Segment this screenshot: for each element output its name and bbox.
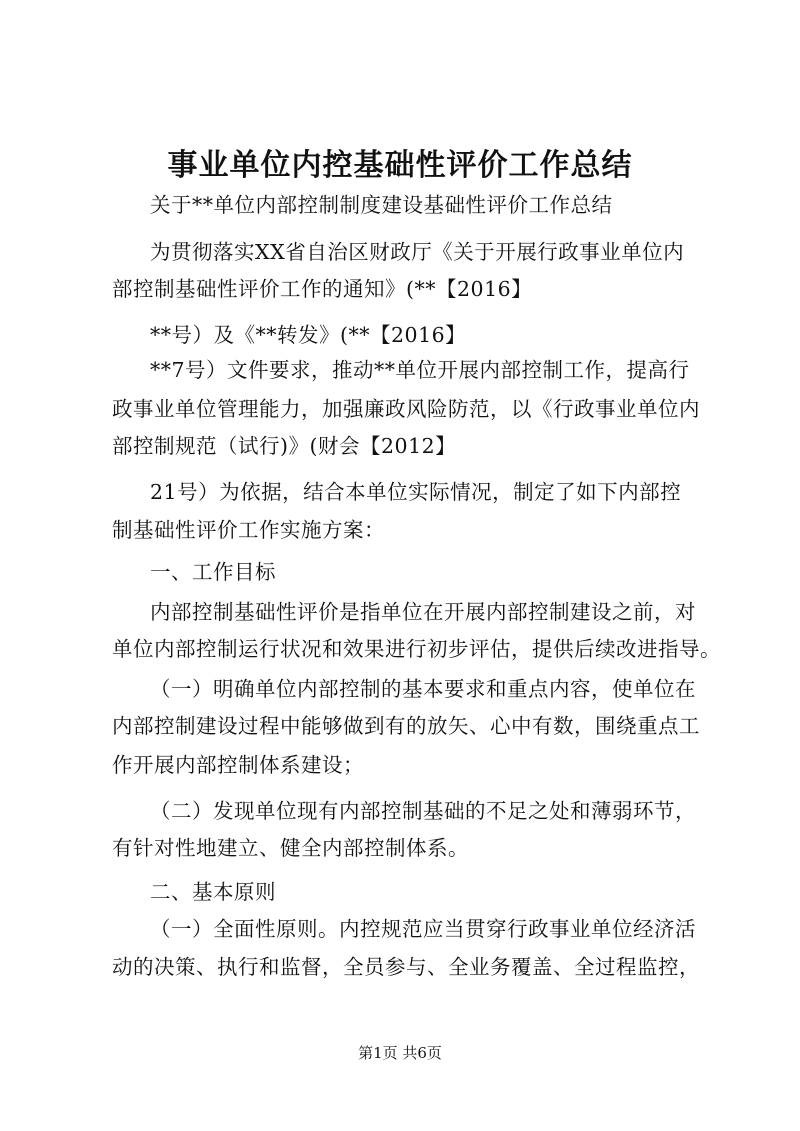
body-line: 部控制基础性评价工作的通知》(**【2016】 [112, 277, 533, 301]
body-line: （二）发现单位现有内部控制基础的不足之处和薄弱环节， [150, 799, 696, 823]
section-heading: 二、基本原则 [150, 880, 276, 904]
body-line: 单位内部控制运行状况和效果进行初步评估，提供后续改进指导。 [112, 637, 721, 661]
body-line: 21号）为依据，结合本单位实际情况，制定了如下内部控 [150, 480, 682, 504]
body-line: 动的决策、执行和监督，全员参与、全业务覆盖、全过程监控， [112, 955, 700, 979]
body-line: 制基础性评价工作实施方案： [112, 518, 385, 542]
body-line: （一）全面性原则。内控规范应当贯穿行政事业单位经济活 [150, 917, 696, 941]
body-line: 为贯彻落实XX省自治区财政厅《关于开展行政事业单位内 [150, 240, 685, 264]
body-line: 内部控制基础性评价是指单位在开展内部控制建设之前，对 [150, 600, 696, 624]
body-line: 有针对性地建立、健全内部控制体系。 [112, 836, 469, 860]
body-line: 关于**单位内部控制制度建设基础性评价工作总结 [150, 193, 613, 217]
section-heading: 一、工作目标 [150, 560, 276, 584]
body-line: （一）明确单位内部控制的基本要求和重点内容，使单位在 [150, 677, 696, 701]
page-title: 事业单位内控基础性评价工作总结 [167, 148, 633, 183]
body-line: 政事业单位管理能力，加强廉政风险防范，以《行政事业单位内 [112, 397, 700, 421]
body-line: 部控制规范（试行)》(财会【2012】 [112, 434, 457, 458]
body-line: **号）及《**转发》(**【2016】 [150, 323, 467, 347]
body-line: 作开展内部控制体系建设； [112, 753, 364, 777]
body-line: **7号）文件要求，推动**单位开展内部控制工作，提高行 [150, 358, 690, 382]
body-line: 内部控制建设过程中能够做到有的放矢、心中有数，围绕重点工 [112, 714, 700, 738]
page-number-footer: 第1页 共6页 [358, 1044, 442, 1062]
